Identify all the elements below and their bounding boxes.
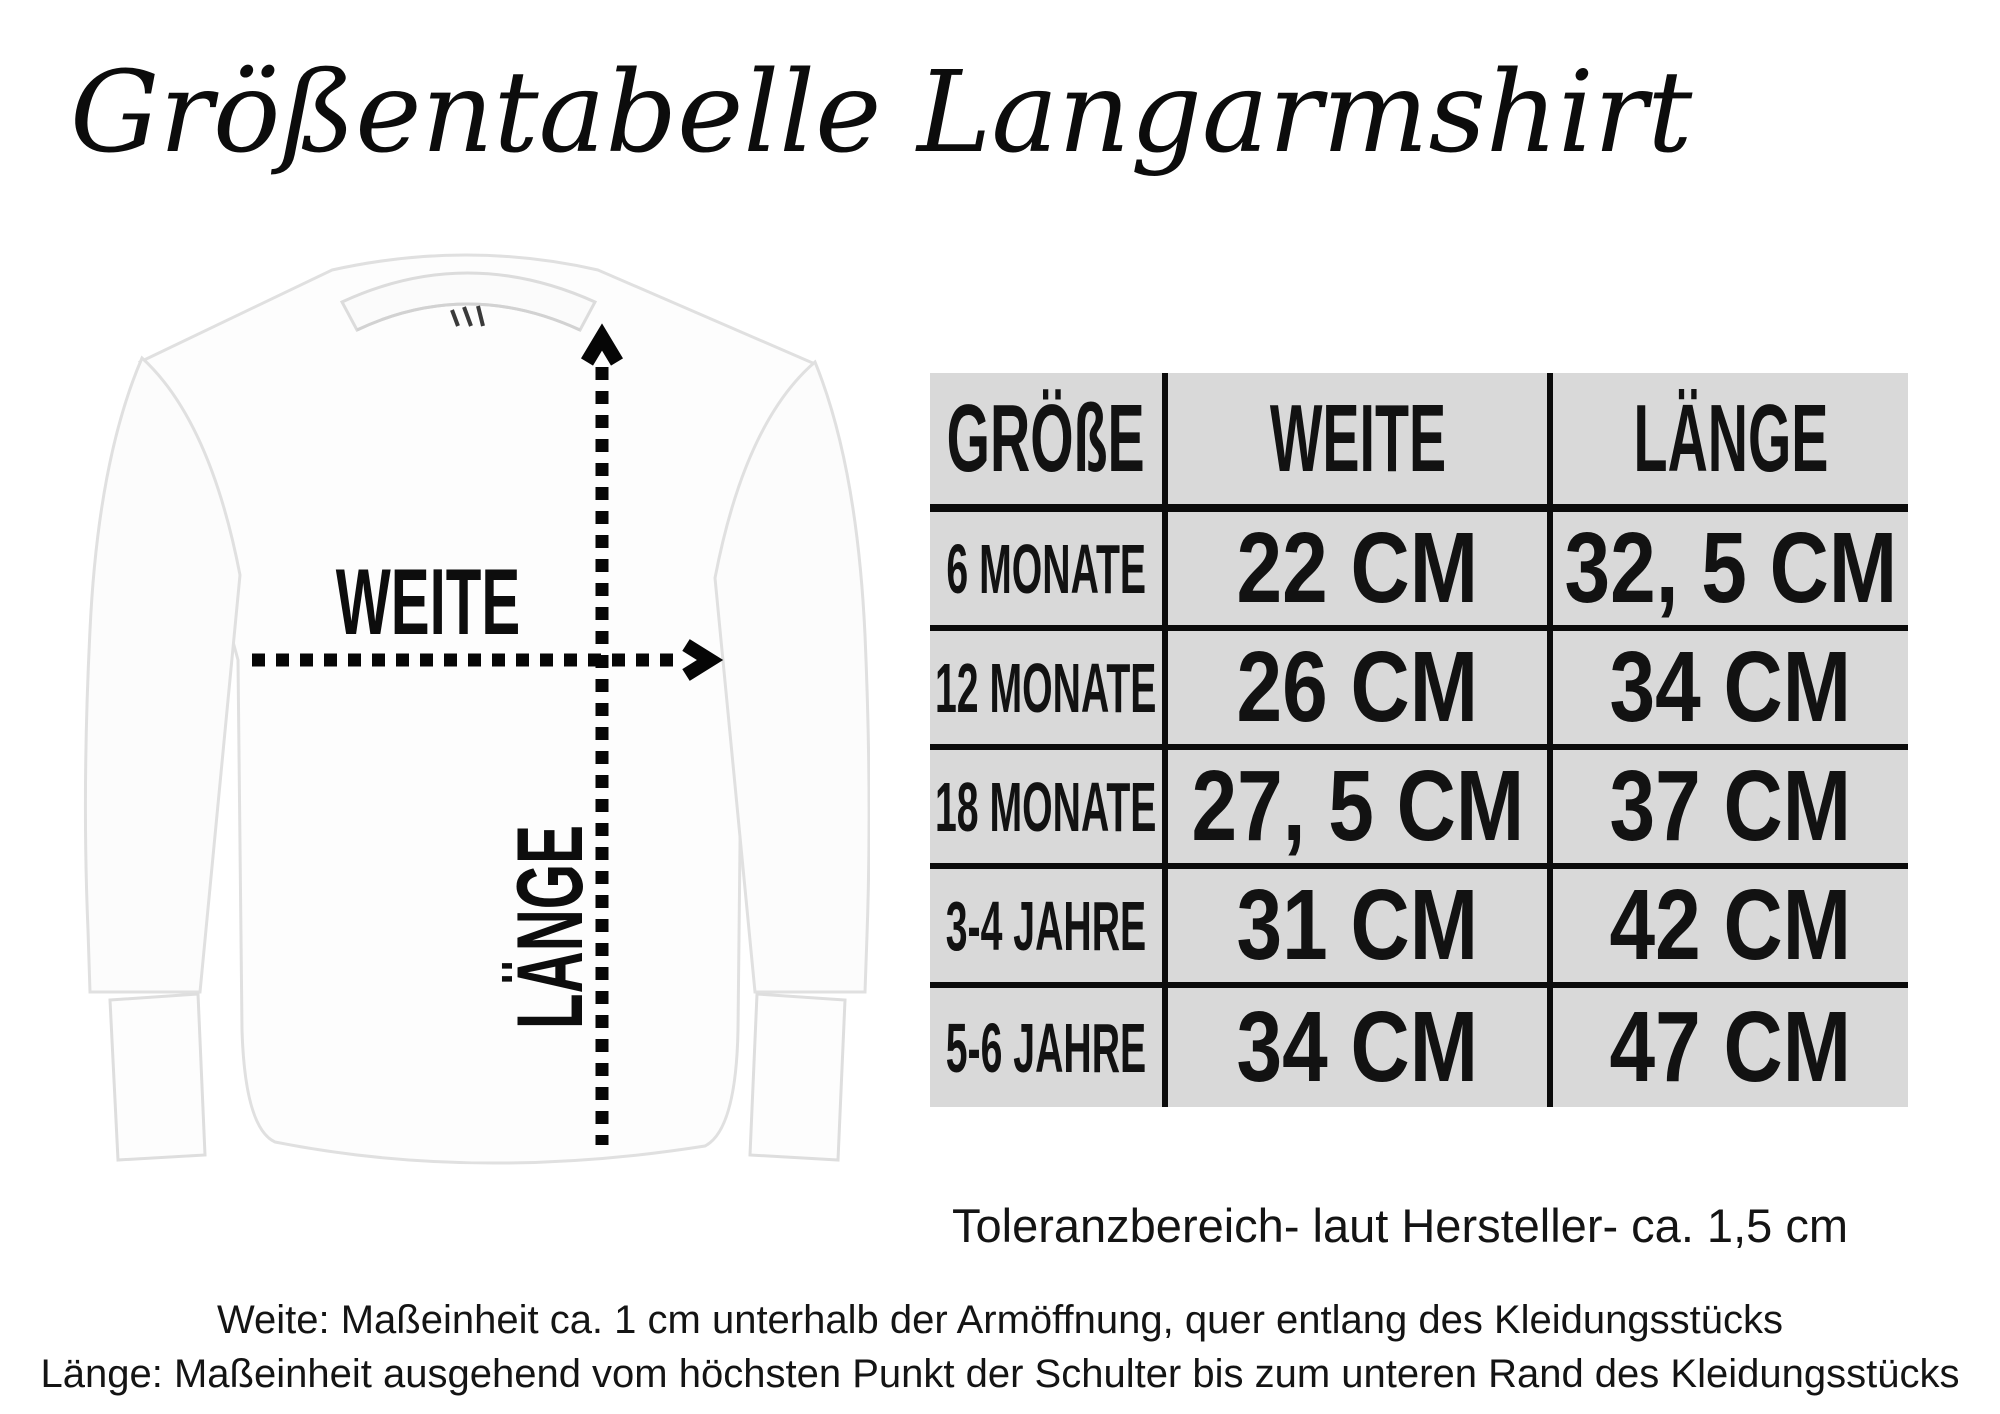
laenge-diagram-label: [497, 825, 603, 1029]
shirt-body: [140, 255, 815, 1163]
header-weite: WEITE: [1168, 373, 1553, 512]
svg-text:WEITE: WEITE: [335, 548, 521, 655]
row1-size: 6 MONATE: [930, 512, 1168, 631]
row2-size: 12 MONATE: [930, 631, 1168, 750]
row5-size: 5-6 JAHRE: [930, 988, 1168, 1107]
row1-weite: 22 CM: [1168, 512, 1553, 631]
row2-weite: 26 CM: [1168, 631, 1553, 750]
row1-laenge: 32, 5 CM: [1553, 512, 1908, 631]
weite-diagram-label: [336, 549, 521, 655]
header-laenge: LÄNGE: [1553, 373, 1908, 512]
footnote-weite: Weite: Maßeinheit ca. 1 cm unterhalb der Armöffnung, quer entlang des Kleidungsstücks: [216, 1298, 1784, 1342]
row4-size: 3-4 JAHRE: [930, 869, 1168, 988]
svg-text:LÄNGE: LÄNGE: [496, 825, 603, 1029]
row4-weite: 31 CM: [1168, 869, 1553, 988]
shirt-svg: [80, 230, 870, 1180]
row3-weite: 27, 5 CM: [1168, 750, 1553, 869]
row5-weite: 34 CM: [1168, 988, 1553, 1107]
header-groesse: GRÖßE: [930, 373, 1168, 512]
tolerance-note: Toleranzbereich- laut Hersteller- ca. 1,5 cm: [952, 1199, 1848, 1252]
shirt-left-cuff: [110, 994, 205, 1160]
row2-laenge: 34 CM: [1553, 631, 1908, 750]
row3-size: 18 MONATE: [930, 750, 1168, 869]
shirt-illustration: [80, 230, 870, 1180]
size-table: [930, 373, 1908, 1107]
row4-laenge: 42 CM: [1553, 869, 1908, 988]
row5-laenge: 47 CM: [1609, 991, 1852, 1103]
page-title: Größentabelle Langarmshirt: [70, 48, 1693, 178]
shirt-right-cuff: [750, 994, 845, 1160]
footnote-laenge: Länge: Maßeinheit ausgehend vom höchsten Punkt der Schulter bis zum unteren Rand des Kleidungsstücks: [40, 1352, 1960, 1396]
row3-laenge: 37 CM: [1553, 750, 1908, 869]
